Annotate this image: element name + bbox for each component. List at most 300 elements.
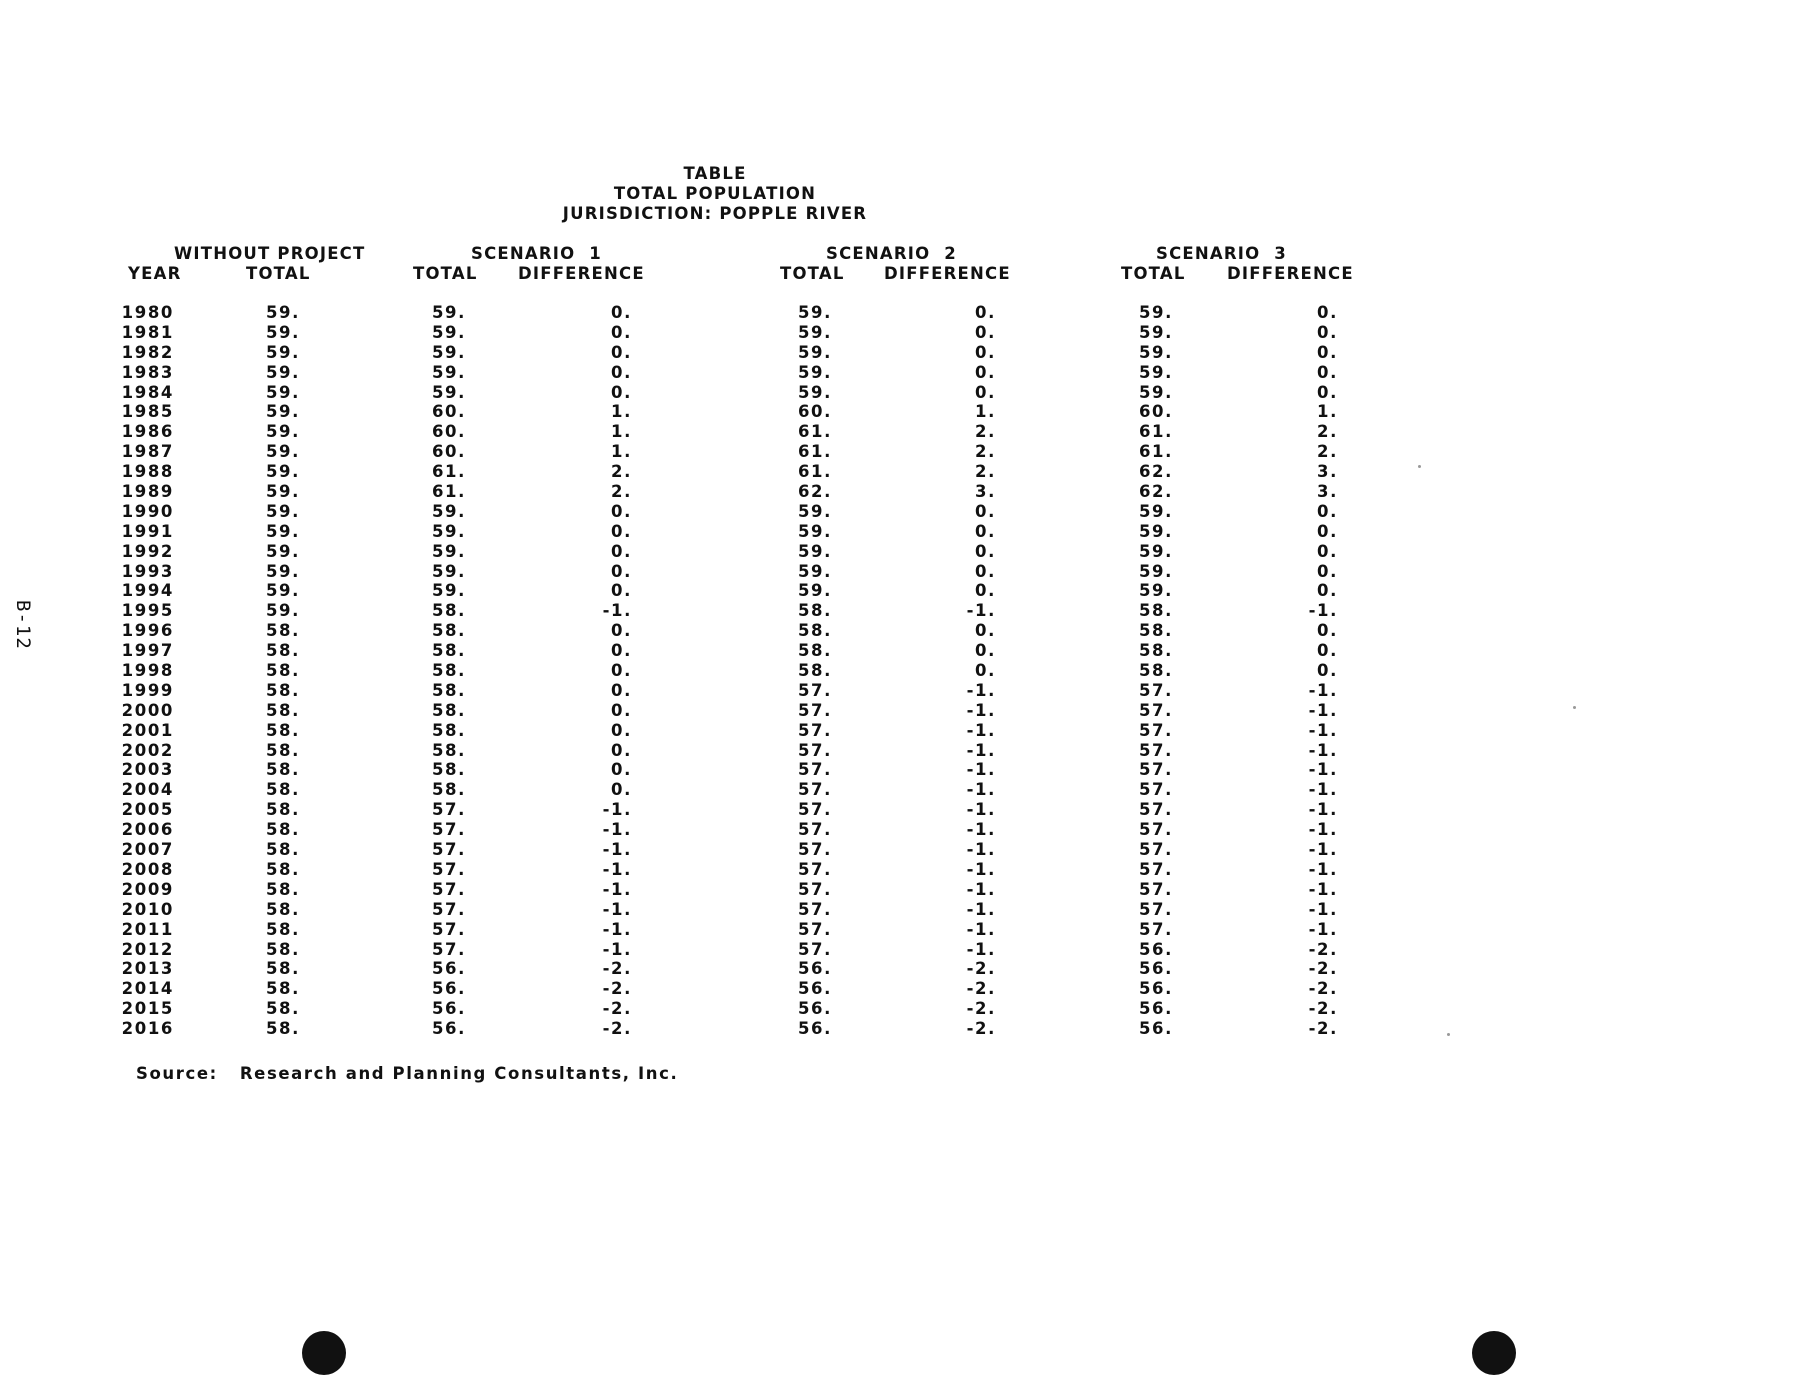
cell-year: 1990 [121,501,174,521]
cell-scenario-2-difference: -1. [966,939,996,959]
cell-scenario-3-difference: 0. [1317,661,1338,681]
cell-scenario-1-total: 58. [431,601,466,621]
table-row [0,502,1450,522]
cell-scenario-2-difference: 0. [975,501,996,521]
cell-without-project-total: 58. [265,740,300,760]
cell-scenario-2-total: 56. [797,999,832,1019]
cell-without-project-total: 58. [265,859,300,879]
table-row [0,959,1450,979]
cell-scenario-1-difference: -2. [602,959,632,979]
column-header-scenario-2-difference: DIFFERENCE [884,264,1011,283]
cell-scenario-3-total: 61. [1138,422,1173,442]
cell-scenario-2-total: 57. [797,780,832,800]
source-text: Research and Planning Consultants, Inc. [239,1064,679,1083]
page-number: B-12 [12,600,34,650]
cell-scenario-3-total: 56. [1138,999,1173,1019]
cell-scenario-2-difference: -2. [966,1019,996,1039]
cell-scenario-2-total: 59. [797,561,832,581]
cell-scenario-3-difference: -1. [1308,760,1338,780]
cell-scenario-3-difference: -1. [1308,859,1338,879]
table-row [0,462,1450,482]
cell-scenario-3-total: 58. [1138,621,1173,641]
table-row [0,383,1450,403]
cell-scenario-3-difference: 0. [1317,641,1338,661]
cell-scenario-3-difference: -1. [1308,680,1338,700]
cell-scenario-3-difference: -2. [1308,1019,1338,1039]
table-row [0,940,1450,960]
cell-scenario-2-total: 58. [797,641,832,661]
cell-scenario-2-total: 57. [797,700,832,720]
cell-year: 1982 [121,342,174,362]
cell-without-project-total: 59. [265,521,300,541]
cell-scenario-1-total: 59. [431,322,466,342]
cell-scenario-3-total: 57. [1138,800,1173,820]
cell-year: 2013 [121,959,174,979]
cell-without-project-total: 59. [265,342,300,362]
cell-scenario-1-difference: 0. [611,700,632,720]
cell-scenario-3-difference: -1. [1308,899,1338,919]
table-row [0,542,1450,562]
cell-without-project-total: 59. [265,303,300,322]
cell-year: 2002 [121,740,174,760]
cell-scenario-1-total: 56. [431,999,466,1019]
cell-scenario-2-total: 57. [797,840,832,860]
table-row [0,920,1450,940]
cell-scenario-1-difference: 0. [611,641,632,661]
cell-scenario-2-total: 59. [797,322,832,342]
cell-scenario-3-total: 59. [1138,342,1173,362]
punch-hole-right [1472,1331,1516,1375]
cell-scenario-1-total: 57. [431,800,466,820]
cell-scenario-1-difference: -2. [602,1019,632,1039]
table-row [0,562,1450,582]
cell-scenario-3-total: 57. [1138,680,1173,700]
cell-year: 2015 [121,999,174,1019]
cell-scenario-2-total: 57. [797,899,832,919]
cell-scenario-3-total: 57. [1138,879,1173,899]
cell-year: 1993 [121,561,174,581]
table-row [0,820,1450,840]
cell-scenario-1-difference: 0. [611,362,632,382]
cell-without-project-total: 58. [265,680,300,700]
cell-scenario-2-difference: 2. [975,462,996,482]
cell-scenario-3-difference: -1. [1308,840,1338,860]
table-row [0,422,1450,442]
cell-without-project-total: 59. [265,382,300,402]
table-row [0,800,1450,820]
column-header-scenario-1-total: TOTAL [413,264,478,283]
cell-scenario-1-difference: 0. [611,581,632,601]
cell-scenario-3-difference: -2. [1308,979,1338,999]
cell-scenario-3-total: 57. [1138,859,1173,879]
cell-without-project-total: 59. [265,601,300,621]
table-row [0,979,1450,999]
cell-scenario-2-total: 58. [797,661,832,681]
table-row [0,581,1450,601]
cell-scenario-3-difference: 0. [1317,581,1338,601]
cell-without-project-total: 58. [265,641,300,661]
cell-scenario-3-total: 56. [1138,939,1173,959]
cell-scenario-3-total: 57. [1138,899,1173,919]
cell-year: 2012 [121,939,174,959]
cell-scenario-1-difference: 0. [611,740,632,760]
table-row [0,760,1450,780]
cell-scenario-3-total: 59. [1138,501,1173,521]
cell-year: 1984 [121,382,174,402]
cell-scenario-1-total: 57. [431,820,466,840]
cell-scenario-2-total: 61. [797,422,832,442]
cell-without-project-total: 58. [265,780,300,800]
title-line-total-population: TOTAL POPULATION [613,184,817,203]
cell-scenario-2-difference: -1. [966,859,996,879]
table-row [0,681,1450,701]
source-label: Source: [136,1064,218,1083]
table-row [0,1019,1450,1039]
cell-scenario-3-total: 59. [1138,322,1173,342]
cell-scenario-2-difference: 0. [975,322,996,342]
cell-scenario-1-total: 58. [431,700,466,720]
table-row [0,780,1450,800]
cell-scenario-2-total: 59. [797,342,832,362]
cell-scenario-1-difference: 0. [611,720,632,740]
cell-scenario-2-difference: 0. [975,362,996,382]
group-header-scenario-2: SCENARIO 2 [826,244,957,263]
cell-scenario-1-total: 57. [431,899,466,919]
cell-year: 1998 [121,661,174,681]
cell-scenario-1-total: 58. [431,661,466,681]
cell-year: 1999 [121,680,174,700]
cell-scenario-2-difference: 0. [975,521,996,541]
cell-scenario-2-total: 57. [797,680,832,700]
cell-scenario-3-total: 59. [1138,521,1173,541]
cell-scenario-3-difference: 0. [1317,362,1338,382]
cell-scenario-3-difference: 0. [1317,541,1338,561]
cell-scenario-1-total: 60. [431,442,466,462]
cell-year: 1996 [121,621,174,641]
cell-scenario-3-difference: 2. [1317,442,1338,462]
cell-scenario-2-difference: 0. [975,303,996,322]
cell-scenario-1-difference: 0. [611,303,632,322]
cell-year: 1986 [121,422,174,442]
cell-scenario-2-total: 57. [797,879,832,899]
cell-scenario-2-total: 57. [797,939,832,959]
cell-scenario-3-difference: 1. [1317,402,1338,422]
table-row [0,601,1450,621]
cell-scenario-3-difference: -1. [1308,740,1338,760]
cell-scenario-1-difference: -1. [602,840,632,860]
cell-scenario-2-difference: -2. [966,959,996,979]
cell-scenario-2-total: 57. [797,800,832,820]
cell-scenario-2-difference: -1. [966,700,996,720]
cell-year: 1981 [121,322,174,342]
cell-scenario-2-total: 57. [797,720,832,740]
cell-without-project-total: 59. [265,442,300,462]
cell-without-project-total: 58. [265,879,300,899]
cell-year: 1991 [121,521,174,541]
cell-scenario-3-difference: 0. [1317,303,1338,322]
cell-scenario-1-difference: -1. [602,859,632,879]
table-body [0,303,1450,1039]
cell-scenario-3-difference: -1. [1308,820,1338,840]
cell-scenario-2-total: 57. [797,919,832,939]
cell-scenario-3-total: 56. [1138,959,1173,979]
column-header-without-project-total: TOTAL [246,264,311,283]
scan-speck [1447,1033,1450,1036]
cell-scenario-1-total: 58. [431,621,466,641]
table-row [0,402,1450,422]
cell-scenario-1-difference: 0. [611,342,632,362]
cell-scenario-3-total: 61. [1138,442,1173,462]
cell-year: 2001 [121,720,174,740]
cell-year: 1994 [121,581,174,601]
cell-scenario-1-total: 57. [431,919,466,939]
cell-scenario-1-difference: 0. [611,541,632,561]
table-row [0,721,1450,741]
cell-scenario-2-total: 56. [797,1019,832,1039]
cell-scenario-3-difference: 0. [1317,501,1338,521]
table-row [0,900,1450,920]
cell-scenario-1-difference: -1. [602,820,632,840]
cell-scenario-2-difference: -1. [966,899,996,919]
cell-scenario-2-difference: -1. [966,780,996,800]
cell-without-project-total: 58. [265,999,300,1019]
cell-scenario-2-total: 61. [797,442,832,462]
cell-year: 2014 [121,979,174,999]
cell-scenario-3-total: 59. [1138,362,1173,382]
cell-scenario-1-total: 57. [431,859,466,879]
cell-year: 2006 [121,820,174,840]
cell-scenario-3-total: 57. [1138,820,1173,840]
table-row [0,482,1450,502]
cell-scenario-1-difference: -1. [602,800,632,820]
cell-year: 1997 [121,641,174,661]
cell-scenario-3-total: 57. [1138,919,1173,939]
cell-without-project-total: 58. [265,720,300,740]
cell-without-project-total: 58. [265,700,300,720]
cell-scenario-2-total: 57. [797,820,832,840]
cell-scenario-3-difference: -1. [1308,879,1338,899]
cell-scenario-1-difference: 0. [611,680,632,700]
cell-scenario-2-difference: 0. [975,382,996,402]
cell-scenario-2-difference: 0. [975,541,996,561]
table-row [0,880,1450,900]
cell-scenario-2-total: 57. [797,760,832,780]
cell-scenario-3-total: 59. [1138,303,1173,322]
cell-scenario-1-total: 61. [431,462,466,482]
cell-scenario-2-difference: -2. [966,979,996,999]
title-line-table: TABLE [683,164,747,183]
cell-scenario-2-difference: -1. [966,820,996,840]
cell-scenario-3-difference: 0. [1317,521,1338,541]
table-row [0,323,1450,343]
cell-scenario-3-difference: 0. [1317,561,1338,581]
cell-scenario-1-difference: -1. [602,601,632,621]
cell-scenario-3-total: 58. [1138,641,1173,661]
cell-scenario-2-difference: -1. [966,720,996,740]
cell-scenario-1-total: 58. [431,740,466,760]
cell-scenario-2-total: 57. [797,859,832,879]
cell-scenario-2-total: 57. [797,740,832,760]
cell-scenario-3-difference: 0. [1317,342,1338,362]
title-line-jurisdiction: JURISDICTION: POPPLE RIVER [562,204,868,223]
cell-year: 1988 [121,462,174,482]
cell-without-project-total: 58. [265,621,300,641]
cell-scenario-3-difference: -2. [1308,959,1338,979]
cell-without-project-total: 59. [265,501,300,521]
scan-speck [1573,706,1576,709]
cell-scenario-2-total: 59. [797,541,832,561]
cell-scenario-3-total: 59. [1138,541,1173,561]
cell-without-project-total: 59. [265,541,300,561]
cell-scenario-3-total: 56. [1138,1019,1173,1039]
table-row [0,641,1450,661]
cell-without-project-total: 58. [265,959,300,979]
cell-scenario-1-difference: 0. [611,760,632,780]
cell-year: 2007 [121,840,174,860]
cell-scenario-3-total: 59. [1138,561,1173,581]
table-row [0,701,1450,721]
cell-scenario-3-difference: -2. [1308,939,1338,959]
table-row [0,522,1450,542]
cell-scenario-3-total: 58. [1138,601,1173,621]
cell-without-project-total: 58. [265,800,300,820]
cell-scenario-1-total: 57. [431,879,466,899]
cell-scenario-2-difference: -1. [966,800,996,820]
cell-year: 2011 [121,919,174,939]
cell-scenario-1-total: 59. [431,561,466,581]
cell-scenario-3-difference: 3. [1317,462,1338,482]
column-header-scenario-3-difference: DIFFERENCE [1227,264,1354,283]
cell-scenario-3-total: 59. [1138,382,1173,402]
cell-scenario-3-difference: -1. [1308,919,1338,939]
cell-without-project-total: 58. [265,840,300,860]
cell-scenario-2-difference: -1. [966,879,996,899]
cell-scenario-1-difference: -1. [602,939,632,959]
cell-year: 1995 [121,601,174,621]
cell-scenario-3-total: 57. [1138,720,1173,740]
cell-scenario-2-difference: 0. [975,661,996,681]
cell-scenario-1-difference: 0. [611,621,632,641]
cell-scenario-1-total: 57. [431,939,466,959]
cell-scenario-1-difference: -1. [602,879,632,899]
cell-without-project-total: 59. [265,462,300,482]
column-header-scenario-2-total: TOTAL [780,264,845,283]
cell-scenario-3-total: 57. [1138,840,1173,860]
table-row [0,661,1450,681]
cell-year: 2003 [121,760,174,780]
cell-scenario-2-difference: 1. [975,402,996,422]
cell-scenario-1-difference: 0. [611,322,632,342]
cell-scenario-1-total: 56. [431,1019,466,1039]
cell-scenario-1-difference: -1. [602,919,632,939]
cell-scenario-3-total: 59. [1138,581,1173,601]
cell-scenario-3-total: 58. [1138,661,1173,681]
cell-scenario-2-total: 62. [797,482,832,502]
cell-year: 2008 [121,859,174,879]
column-header-scenario-1-difference: DIFFERENCE [518,264,645,283]
cell-without-project-total: 58. [265,939,300,959]
cell-scenario-1-difference: 0. [611,661,632,681]
cell-without-project-total: 58. [265,760,300,780]
cell-scenario-2-difference: -1. [966,760,996,780]
cell-scenario-3-total: 57. [1138,740,1173,760]
cell-year: 2010 [121,899,174,919]
cell-scenario-1-total: 59. [431,501,466,521]
cell-year: 1985 [121,402,174,422]
cell-scenario-3-total: 60. [1138,402,1173,422]
cell-scenario-3-difference: -1. [1308,720,1338,740]
cell-scenario-2-difference: -1. [966,740,996,760]
cell-scenario-3-difference: -2. [1308,999,1338,1019]
cell-scenario-1-difference: 0. [611,521,632,541]
cell-scenario-1-total: 58. [431,760,466,780]
table-row [0,999,1450,1019]
cell-scenario-3-difference: 3. [1317,482,1338,502]
group-header-without-project: WITHOUT PROJECT [174,244,366,263]
cell-scenario-1-difference: 0. [611,780,632,800]
cell-scenario-1-difference: 2. [611,482,632,502]
cell-scenario-3-difference: 2. [1317,422,1338,442]
cell-scenario-1-difference: 0. [611,501,632,521]
cell-scenario-3-difference: 0. [1317,621,1338,641]
cell-without-project-total: 58. [265,979,300,999]
cell-scenario-3-total: 56. [1138,979,1173,999]
cell-scenario-2-total: 59. [797,501,832,521]
cell-without-project-total: 58. [265,1019,300,1039]
cell-scenario-1-difference: 1. [611,402,632,422]
cell-scenario-1-total: 59. [431,342,466,362]
cell-scenario-2-total: 56. [797,959,832,979]
table-row [0,303,1450,323]
cell-scenario-2-difference: 0. [975,561,996,581]
cell-scenario-2-difference: -1. [966,919,996,939]
cell-scenario-1-total: 58. [431,680,466,700]
cell-year: 1980 [121,303,174,322]
table-row [0,343,1450,363]
cell-without-project-total: 58. [265,899,300,919]
cell-scenario-2-total: 59. [797,382,832,402]
cell-scenario-1-difference: 2. [611,462,632,482]
cell-scenario-2-total: 59. [797,581,832,601]
cell-without-project-total: 59. [265,422,300,442]
cell-without-project-total: 58. [265,919,300,939]
cell-scenario-1-total: 58. [431,720,466,740]
cell-scenario-2-total: 58. [797,621,832,641]
cell-scenario-2-difference: -1. [966,840,996,860]
cell-scenario-1-difference: -2. [602,999,632,1019]
cell-without-project-total: 59. [265,322,300,342]
cell-without-project-total: 58. [265,661,300,681]
punch-hole-left [302,1331,346,1375]
cell-scenario-2-difference: 0. [975,641,996,661]
cell-scenario-3-total: 57. [1138,760,1173,780]
cell-scenario-3-total: 62. [1138,482,1173,502]
scan-speck [1418,465,1421,468]
cell-scenario-1-total: 59. [431,521,466,541]
cell-scenario-3-total: 57. [1138,780,1173,800]
table-row [0,741,1450,761]
table-row [0,860,1450,880]
table-row [0,442,1450,462]
cell-scenario-1-total: 56. [431,959,466,979]
cell-year: 1989 [121,482,174,502]
cell-scenario-3-total: 62. [1138,462,1173,482]
group-header-scenario-1: SCENARIO 1 [471,244,602,263]
cell-year: 2004 [121,780,174,800]
cell-year: 2000 [121,700,174,720]
cell-scenario-3-difference: -1. [1308,601,1338,621]
cell-scenario-2-total: 59. [797,362,832,382]
